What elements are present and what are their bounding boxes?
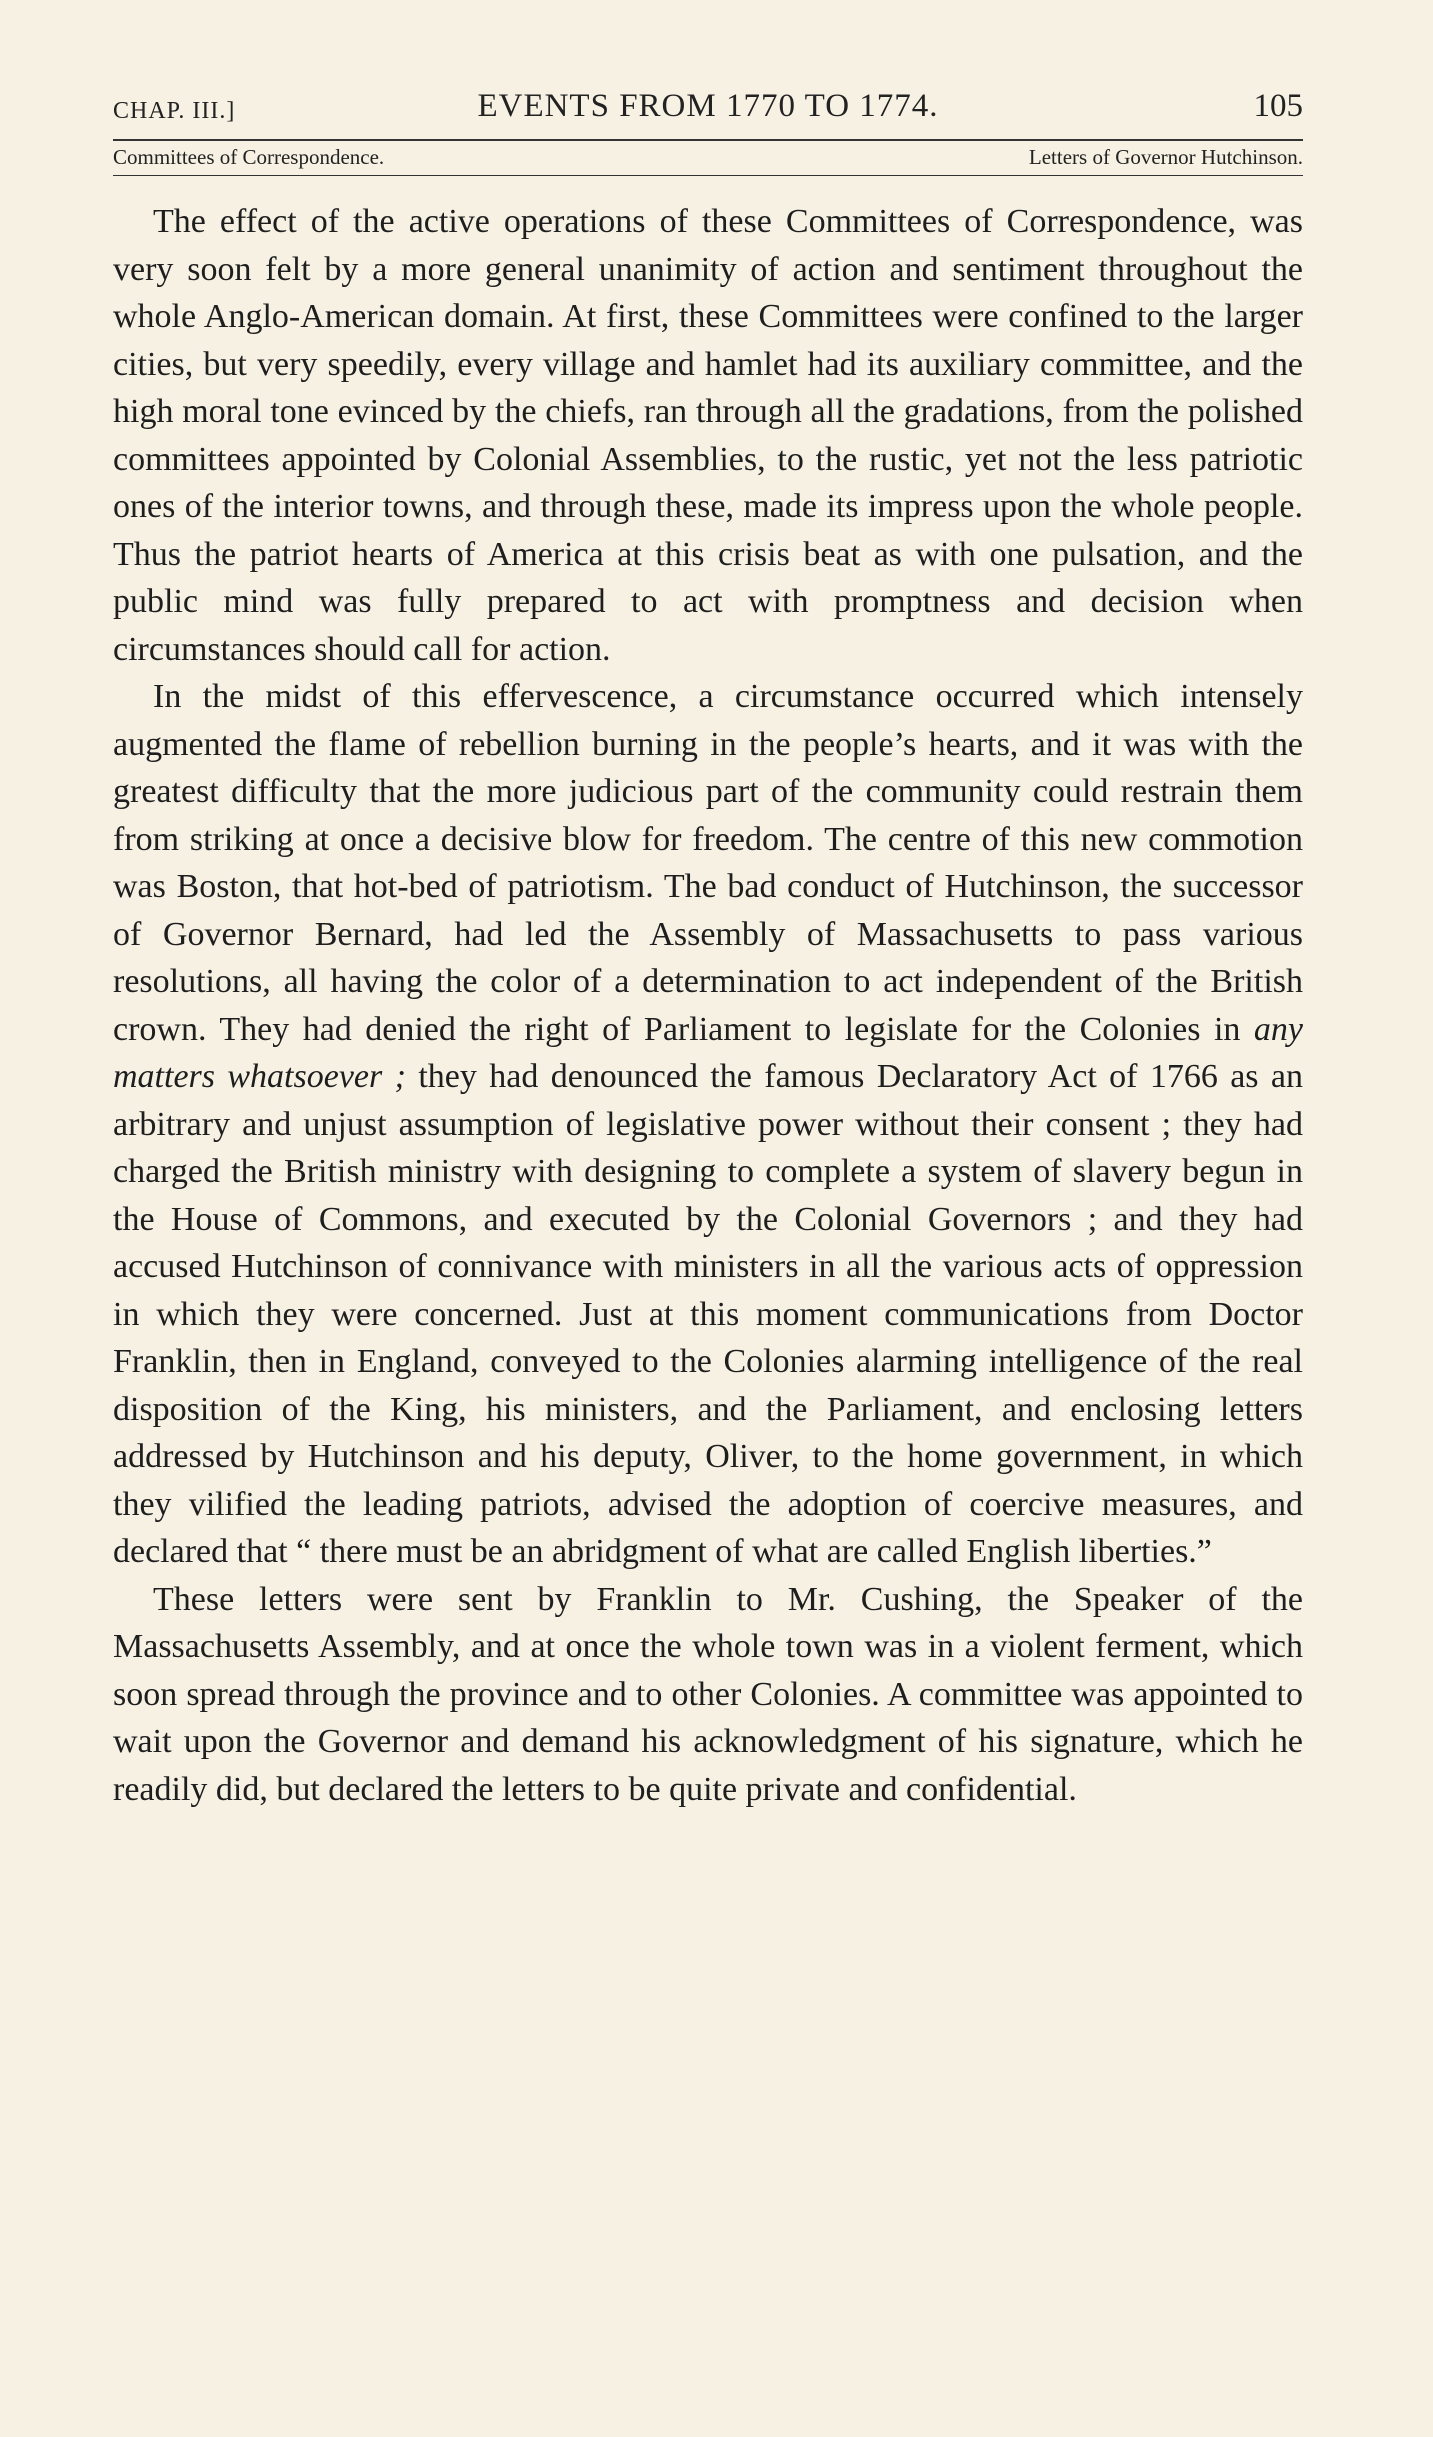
page-number: 105 bbox=[1253, 88, 1303, 124]
chapter-label: CHAP. III.] bbox=[113, 98, 236, 124]
subheader-rule bbox=[113, 175, 1303, 176]
paragraph-1: The effect of the active operations of these Committees of Correspondence, was very soon felt by a more general unanimity of action and sentiment throughout the whole Anglo-American domain. At first, these Committees were confined to the larger cities, but very speedily, every village and hamlet had its auxiliary committee, and the high moral tone evinced by the chiefs, ran through all the gradations, from the polished committees appointed by Colonial Assemblies, to the rustic, yet not the less patriotic ones of the interior towns, and through these, made its impress upon the whole people. Thus the patriot hearts of America at this crisis beat as with one pulsation, and the public mind was fully prepared to act with promptness and decision when circumstances should call for action. bbox=[113, 203, 1303, 668]
paragraph-3: These letters were sent by Franklin to Mr. Cushing, the Speaker of the Massachusetts Assembly, and at once the whole town was in a violent ferment, which soon spread through the province and to other Colonies. A committee was appointed to wait upon the Governor and demand his acknowledgment of his signature, which he readily did, but declared the letters to be quite private and confidential. bbox=[113, 1580, 1303, 1808]
book-page bbox=[113, 88, 1303, 1813]
paragraph-2-part-1: In the midst of this effervescence, a circumstance occurred which intensely augmented the flame of rebellion burning in the people’s hearts, and it was with the greatest difficulty that the more judicious part of the community could restrain them from striking at once a decisive blow for freedom. The centre of this new commotion was Boston, that hot-bed of patriotism. The bad conduct of Hutchinson, the successor of Governor Bernard, had led the Assembly of Massachusetts to pass various resolutions, all having the color of a determination to act independent of the British crown. They had denied the right of Parliament to legislate for the Colonies in bbox=[113, 678, 1303, 1048]
running-header bbox=[113, 88, 1303, 132]
paragraph-2 bbox=[113, 673, 1303, 1576]
paragraph-2-part-2: they had denounced the famous Declaratory Act of 1766 as an arbitrary and unjust assumption of legislative power without their consent ; they had charged the British ministry with designing to complete a system of slavery begun in the House of Commons, and executed by the Colonial Governors ; and they had accused Hutchinson of connivance with ministers in all the various acts of oppression in which they were concerned. Just at this moment communications from Doctor Franklin, then in England, conveyed to the Colonies alarming intelligence of the real disposition of the King, his ministers, and the Parliament, and enclosing letters addressed by Hutchinson and his deputy, Oliver, to the home government, in which they vilified the leading patriots, advised the adoption of coercive measures, and declared that “ there must be an abridgment of what are called English liberties.” bbox=[113, 1058, 1303, 1570]
subheader-right: Letters of Governor Hutchinson. bbox=[1028, 145, 1303, 169]
header-rule bbox=[113, 139, 1303, 141]
body-text bbox=[113, 198, 1303, 1813]
subheader-left: Committees of Correspondence. bbox=[113, 145, 385, 169]
section-subheader bbox=[113, 145, 1303, 171]
running-title: EVENTS FROM 1770 TO 1774. bbox=[477, 88, 939, 124]
paragraph-2-italic: any matters whatsoever ; bbox=[113, 1010, 1303, 1095]
